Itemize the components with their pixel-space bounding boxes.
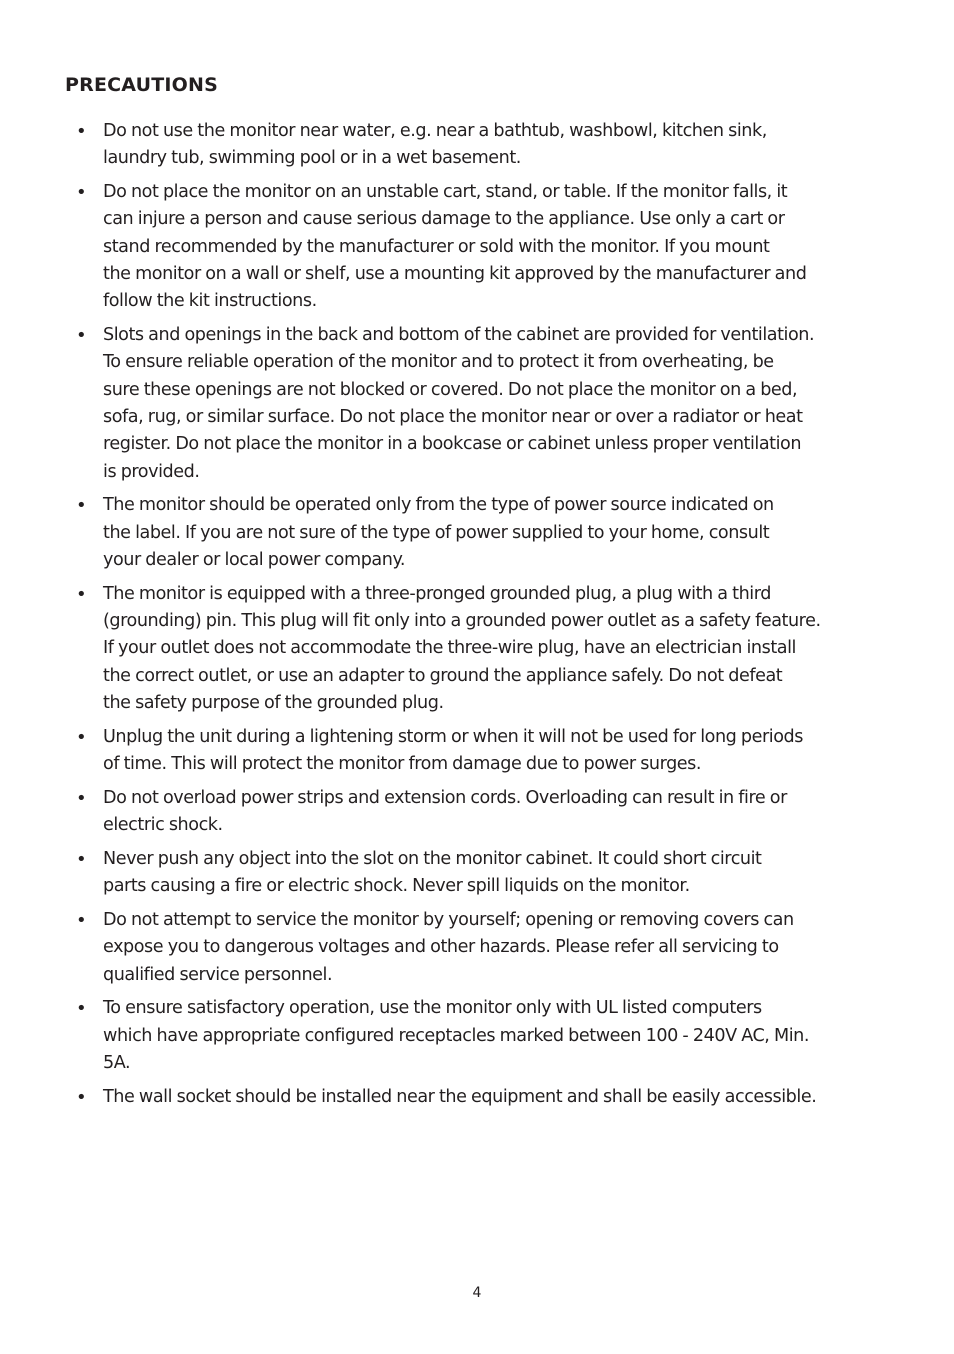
list-item-text: To ensure satisfactory operation, use the monitor only with UL listed computers which have appropriate configured receptacles marked between 100 - 240V AC, Min. 5A. <box>103 998 810 1073</box>
list-item <box>72 1084 896 1111</box>
page-number: 4 <box>472 1285 482 1301</box>
list-item <box>72 322 896 486</box>
list-item-text: The monitor is equipped with a three-pronged grounded plug, a plug with a third (grounding) pin. This plug will fit only into a grounded power outlet as a safety feature. If your outlet does not accommodate the three-wire plug, have an electrician install the correct outlet, or use an adapter to ground the appliance safely. Do not defeat the safety purpose of the grounded plug. <box>103 583 821 713</box>
list-item-text: Do not place the monitor on an unstable cart, stand, or table. If the monitor falls, it can injure a person and cause serious damage to the appliance. Use only a cart or stand recommended by the manufacturer or sold with the monitor. If you mount the monitor on a wall or shelf, use a mounting kit approved by the manufacturer and follow the kit instructions. <box>103 182 807 312</box>
bullet-icon: • <box>76 121 87 142</box>
list-item <box>72 785 896 840</box>
list-item-text: The wall socket should be installed near the equipment and shall be easily accessible. <box>103 1086 817 1107</box>
bullet-icon: • <box>76 787 87 809</box>
list-item <box>72 724 896 779</box>
list-item <box>72 118 896 173</box>
bullet-icon: • <box>76 495 87 517</box>
bullet-icon: • <box>76 182 87 204</box>
list-item-text: Do not overload power strips and extension cords. Overloading can result in fire or electric shock. <box>103 787 787 836</box>
bullet-icon: • <box>76 325 87 347</box>
bullet-icon: • <box>76 848 87 870</box>
bullet-icon: • <box>76 726 87 748</box>
list-item-text: Slots and openings in the back and bottom of the cabinet are provided for ventilation. To ensure reliable operation of the monitor and to protect it from overheating, be sure these openings are not blocked or covered. Do not place the monitor on a bed, sofa, rug, or similar surface. Do not place the monitor near or over a radiator or heat register. Do not place the monitor in a bookcase or cabinet unless proper ventilation is provided. <box>103 325 815 482</box>
list-item-text: The monitor should be operated only from the type of power source indicated on the label. If you are not sure of the type of power supplied to your home, consult your dealer or local power company. <box>103 495 774 570</box>
list-item <box>72 492 896 574</box>
bullet-icon: • <box>76 910 87 932</box>
list-item-text: Do not use the monitor near water, e.g. near a bathtub, washbowl, kitchen sink, laundry tub, swimming pool or in a wet basement. <box>103 121 767 169</box>
bullet-icon: • <box>76 998 87 1020</box>
list-item <box>72 179 896 315</box>
list-item <box>72 846 896 901</box>
list-item-text: Do not attempt to service the monitor by yourself; opening or removing covers can expose you to dangerous voltages and other hazards. Please refer all servicing to qualified service personnel. <box>103 910 794 985</box>
bullet-icon: • <box>76 583 87 605</box>
list-item <box>72 995 896 1077</box>
list-item-text: Never push any object into the slot on the monitor cabinet. It could short circuit parts causing a fire or electric shock. Never spill liquids on the monitor. <box>103 848 762 897</box>
list-item <box>72 907 896 989</box>
list-item <box>72 581 896 717</box>
list-item-text: Unplug the unit during a lightening storm or when it will not be used for long periods of time. This will protect the monitor from damage due to power surges. <box>103 726 803 775</box>
bullet-icon: • <box>76 1086 87 1108</box>
precautions-list <box>72 118 896 1118</box>
page-title: PRECAUTIONS <box>65 74 218 96</box>
